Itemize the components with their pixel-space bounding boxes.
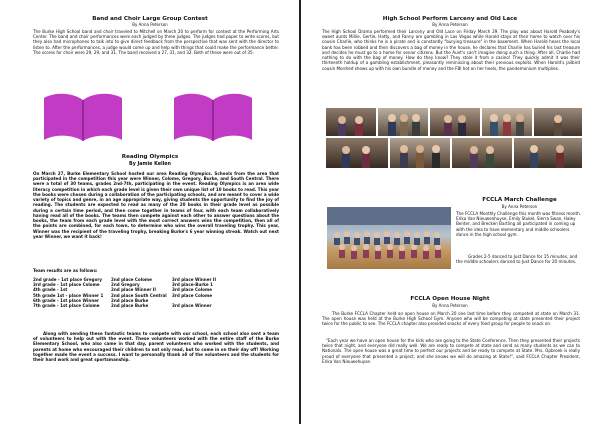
- result-cell: 2nd place Burke: [111, 303, 149, 309]
- band-byline: By Anna Peterson: [132, 22, 168, 27]
- fccla-group-photo: [327, 207, 451, 269]
- result-cell: 3rd grade - 1st place Colome: [33, 282, 100, 288]
- result-cell: 7th grade - 1st place Colome: [33, 303, 100, 309]
- fccla-march-byline: By Anna Peterson: [501, 204, 538, 209]
- fccla-open-body: The Burke FCCLA Chapter held an open house on March 20 one last time before they competed at state on March 31. The open house was held at the Burke High School Gym. Anyone who will be competing at state presented their project twice for the public to see. The FCCLA chapter also provided snacks of every food group for people to snack on.: [322, 311, 580, 327]
- result-cell: 2nd Gregory: [111, 282, 140, 288]
- result-cell: 3rd place Winner II: [172, 277, 216, 282]
- result-cell: 3rd place Winner: [172, 303, 212, 309]
- result-cell: 3rd place Colome: [172, 292, 213, 298]
- drama-photo: [534, 108, 582, 136]
- result-cell: 6th grade - 1st place Winner: [33, 297, 100, 303]
- fccla-march-body: The FCCLA Monthly Challenge this month was fitness month. Erika Van Nieuwenhuyse, Emily Stukel, Sierra Swan, Haley Benter, and Brecken Bartling all participated in coming up with the idea to have elementary and middle schoolers dance in the high school gym.: [456, 211, 582, 237]
- result-cell: 2nd grade - 1st place Gregory: [33, 277, 103, 282]
- reading-closing: Along with sending these fantastic teams to compete with our school, each school also sent a team of volunteers to help out with the event. These volunteers worked with the entire staff of the Burke Elementary School, who also came in that day, parent volunteers who worked with the students, and parents at home who encouraged their children to not only read, but to come in on their day off! Working together made the event a success. I want to personally thank all of the volunteers and the students for their hard work and great sportsmanship.: [33, 331, 279, 363]
- drama-photo: [452, 138, 512, 168]
- result-cell: 2nd place South Central: [111, 292, 167, 298]
- drama-photo: [514, 138, 582, 168]
- drama-photo: [326, 138, 388, 168]
- fccla-open-title: FCCLA Open House Night: [410, 296, 490, 302]
- result-cell: 3rd place Colome: [172, 287, 213, 293]
- results-heading: Team results are as follows:: [33, 268, 98, 273]
- result-cell: 2nd place Winner II: [111, 287, 156, 293]
- drama-byline: By Anna Peterson: [432, 22, 468, 27]
- fccla-open-byline: By Anna Peterson: [432, 303, 468, 308]
- result-cell: 4th grade - 1st: [33, 287, 68, 293]
- result-cell: 5th grade 1st - place Winner 1: [33, 292, 104, 298]
- band-title: Band and Choir Large Group Contest: [92, 16, 208, 22]
- drama-photo: [482, 108, 532, 136]
- drama-photo: [326, 108, 376, 136]
- result-cell: 3rd place-Burke 1: [172, 282, 213, 288]
- drama-title: High School Perform Larceny and Old Lace: [382, 16, 518, 22]
- band-body: The Burke High School band and choir traveled to Mitchell on March 20 to perform for contest at the Performing Arts Center. The band and choir performances were each judged by three judges. The judges had paper to write scores, but they also had microphones to talk into to give direct feedback from the perspective that was sent with the director to listen to. After the performances, a judge would come up and help with things that could make the performance better. The scores for choir were 29, 29, and 31. The band received a 27, 31, and 32. Both of these were out of 35.: [33, 29, 279, 55]
- drama-body: The High School Drama performed their Larceny and Old Lace on Friday March 29. The play was about Harold Peabody's sweet aunts Millie, Gertie, Hatty, and Fanny are gambling in Las Vegas while Harold stays at their home to watch over his cousin Charlie, who thinks he is a pirate and is constantly "burying treasure" in the basement. When Harold hears the local bank has been robbed and then discovers a bag of money in the house, he declares that Charlie has buried his last treasure and decides he must go to a home for senior citizens. But the Aunt's can't imagine doing such a thing. After all, Charlie had nothing to do with the bag of money. How do they know? They stole it from a casino! They quickly admit it was their thirteenth holdup of a gambling establishment, pleasantly reminiscing about their previous exploits. When Harold's jailbird cousin Mordred shows up with his own bundle of money and the FBI hot on her heels, the pandemonium multiplies.: [322, 29, 580, 71]
- result-cell: 2nd place Burke: [111, 297, 149, 303]
- result-cell: 2nd place Colome: [111, 277, 152, 282]
- reading-byline: By Jamie Kellen: [129, 162, 171, 167]
- fccla-open-body-2: "Each year we have an open house for the kids who are going to the State Conference. Then they presented their projects twice that night, and everyone did really well. We are ready to compete at state and send as many students as we can to Nationals. The open house was a great time to perfect our projects and be ready to compete at State. Mrs. Opbroek is really proud of everyone that presented a project, and she knows we will do amazing at State!", said FCCLA Chapter President, Erika Van Nieuwehuyse.: [322, 338, 580, 364]
- drama-photo: [430, 108, 480, 136]
- right-column: [300, 0, 600, 424]
- drama-photo: [390, 138, 450, 168]
- fccla-march-body-2: Grades 2-5 danced to Just Dance for 15 minutes, and the middle schoolers danced to Just Dance for 20 minutes.: [456, 254, 578, 265]
- fccla-march-title: FCCLA March Challenge: [482, 197, 557, 203]
- open-book-icon: [172, 92, 254, 142]
- results-table: [33, 277, 252, 308]
- reading-title: Reading Olympics: [121, 154, 179, 160]
- open-book-icon: [42, 92, 124, 142]
- reading-body: On March 27, Burke Elementary School hosted our area Reading Olympics. Schools from the area that participated in the competition this year were Winner, Colome, Gregory, Burke, and South Central. There were a total of 30 teams, grades 2nd-7th, participating in the event. Reading Olympics is an area wide literacy competition in which each grade level is given their own unique list of 10 books to read. This year the books were chosen during a collaboration of the participating schools, and are meant to cover a wide variety of topics and genre, in an age appropriate way, giving students the opportunity to find the joy of reading. The students are expected to read as many of the 20 books in their grade level as possible during a certain time period, and then come together in teams of four, with each team collaboratively having read all of the books. The teams then compete against each other to answer questions about the books, the team from each grade level with the most correct answers wins the competition, then all of the points are combined, for each town, to determine who wins the overall traveling trophy. This year, Winner was the recipient of the traveling trophy, breaking Burke's 6 year winning streak. Watch out next year Winner, we want it back!: [33, 171, 279, 239]
- drama-photo: [378, 108, 428, 136]
